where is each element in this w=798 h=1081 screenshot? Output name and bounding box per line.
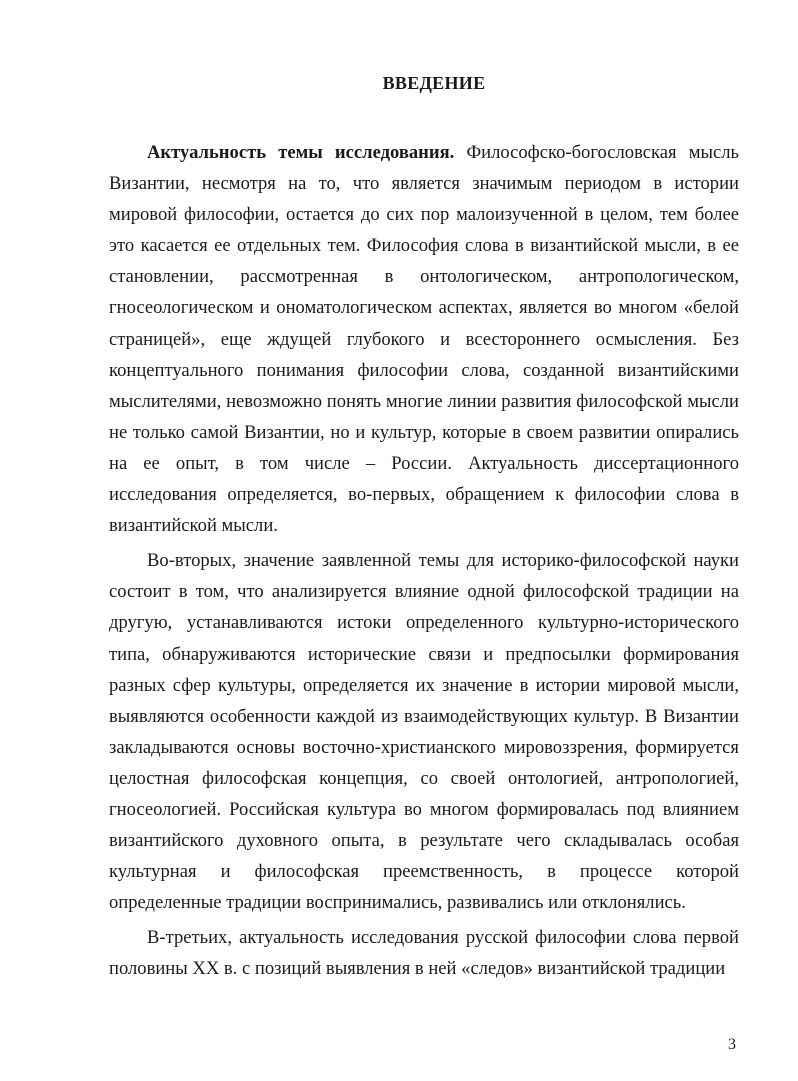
paragraph-1 [109, 137, 739, 541]
paragraph-2-text: Во-вторых, значение заявленной темы для историко-философской науки состоит в том, что анализируется влияние одной философской традиции на другую, устанавливаются истоки определенного культурно-исторического типа, обнаруживаются исторические связи и предпосылки формирования разных сфер культуры, определяется их значение в истории мировой мысли, выявляются особенности каждой из взаимодействующих культур. В Византии закладываются основы восточно-христианского мировоззрения, формируется целостная философская концепция, со своей онтологией, антропологией, гносеологией. Российская культура во многом формировалась под влиянием византийского духовного опыта, в результате чего складывалась особая культурная и философская преемственность, в процессе которой определенные традиции воспринимались, развивались или отклонялись. [109, 550, 739, 914]
body-text [109, 137, 739, 989]
page-number: 3 [728, 1036, 736, 1053]
paragraph-3 [109, 922, 739, 984]
paragraph-1-text: Философско-богословская мысль Византии, несмотря на то, что является значимым периодом в истории мировой философии, остается до сих пор малоизученной в целом, тем более это касается ее отдельных тем. Философия слова в византийской мысли, в ее становлении, рассмотренная в онтологическом, антропологическом, гносеологическом и ономатологическом аспектах, является во многом «белой страницей», еще ждущей глубокого и всестороннего осмысления. Без концептуального понимания философии слова, созданной византийскими мыслителями, невозможно понять многие линии развития философской мысли не только самой Византии, но и культур, которые в своем развитии опирались на ее опыт, в том числе – России. Актуальность диссертационного исследования определяется, во-первых, обращением к философии слова в византийской мысли. [109, 142, 739, 537]
paragraph-2 [109, 545, 739, 918]
paragraph-lead: Актуальность темы исследования. [147, 142, 455, 163]
section-heading: ВВЕДЕНИЕ [382, 73, 486, 93]
paragraph-3-text: В-третьих, актуальность исследования русской философии слова первой половины XX в. с позиций выявления в ней «следов» византийской традиции [109, 927, 739, 980]
